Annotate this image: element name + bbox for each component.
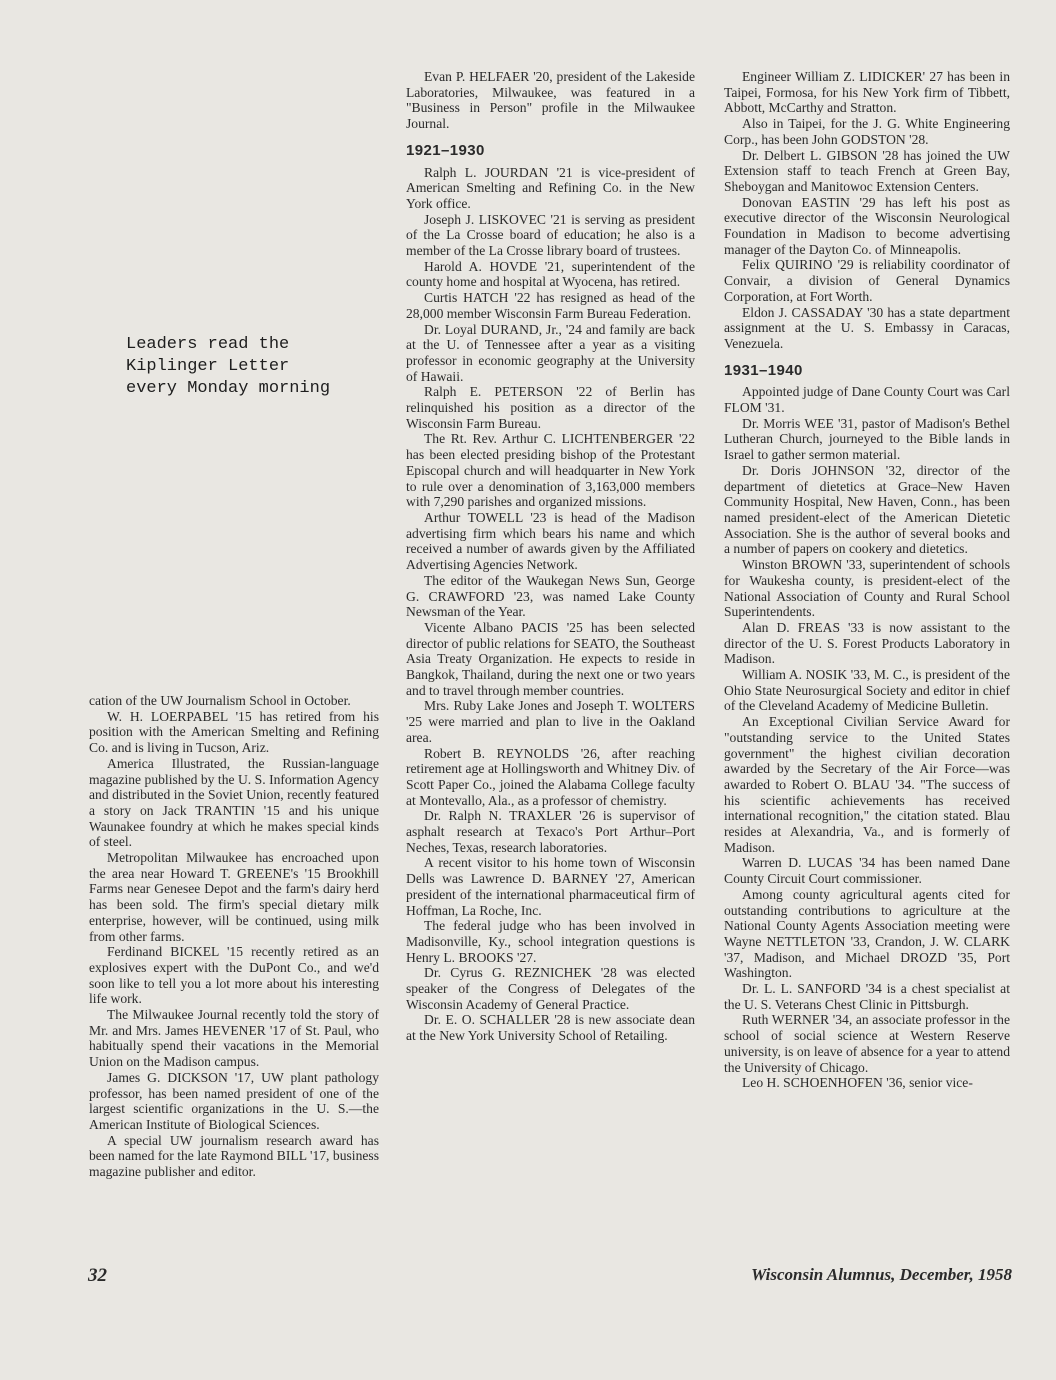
paragraph: Dr. Cyrus G. REZNICHEK '28 was elected speaker of the Congress of Delegates of the Wisconsin Academy of General Practice. (406, 965, 695, 1012)
ad-line-3: every Monday morning (126, 379, 331, 398)
paragraph: Vicente Albano PACIS '25 has been selected director of public relations for SEATO, the Southeast Asia Treaty Organization. He expects to reside in Bangkok, Thailand, during the next one or two years and to travel through member countries. (406, 619, 695, 698)
paragraph: Ferdinand BICKEL '15 recently retired as an explosives expert with the DuPont Co., and we'd soon like to tell you a lot more about his interesting life work. (89, 944, 379, 1007)
paragraph: Dr. Ralph N. TRAXLER '26 is supervisor of asphalt research at Texaco's Port Arthur–Port Neches, Texas, research laboratories. (406, 808, 695, 855)
paragraph: James G. DICKSON '17, UW plant pathology professor, has been named president of one of the largest scientific organizations in the U. S.—the American Institute of Biological Sciences. (89, 1069, 379, 1132)
paragraph: Joseph J. LISKOVEC '21 is serving as president of the La Crosse board of education; he also is a member of the La Crosse library board of trustees. (406, 211, 695, 259)
paragraph: The Rt. Rev. Arthur C. LICHTENBERGER '22 has been elected presiding bishop of the Protestant Episcopal church and will headquarter in New York to rule over a denomination of 3,163,000 members with 7,290 parishes and organized missions. (406, 431, 695, 510)
paragraph: Warren D. LUCAS '34 has been named Dane County Circuit Court commissioner. (724, 855, 1010, 887)
paragraph: William A. NOSIK '33, M. C., is president of the Ohio State Neurosurgical Society and editor in chief of the Cleveland Academy of Medicine Bulletin. (724, 667, 1010, 714)
paragraph: Dr. Delbert L. GIBSON '28 has joined the UW Extension staff to teach French at Green Bay, Sheboygan and Manitowoc Extension Centers. (724, 147, 1010, 194)
paragraph: cation of the UW Journalism School in October. (89, 693, 351, 708)
paragraph: The Milwaukee Journal recently told the story of Mr. and Mrs. James HEVENER '17 of St. Paul, who habitually spend their vacations in the Memorial Union on the Madison campus. (89, 1007, 379, 1070)
paragraph: America Illustrated, the Russian-language magazine published by the U. S. Information Agency and distributed in the Soviet Union, recently featured a story on Jack TRANTIN '15 and his unique Waunakee foundry at which he makes special kinds of steel. (89, 755, 379, 850)
section-heading-1921-1930: 1921–1930 (406, 141, 485, 159)
paragraph: Also in Taipei, for the J. G. White Engineering Corp., has been John GODSTON '28. (724, 116, 1010, 147)
paragraph: Eldon J. CASSADAY '30 has a state department assignment at the U. S. Embassy in Caracas, Venezuela. (724, 304, 1010, 351)
column-left (89, 693, 379, 1180)
paragraph: Winston BROWN '33, superintendent of schools for Waukesha county, is president-elect of the National Association of County and Rural School Superintendents. (724, 557, 1010, 620)
paragraph: Alan D. FREAS '33 is now assistant to the director of the U. S. Forest Products Laboratory in Madison. (724, 619, 1010, 667)
paragraph: An Exceptional Civilian Service Award for "outstanding service to the United States government" the highest civilian decoration awarded by the Secretary of the Air Force—was awarded to Robert O. BLAU '34. "The success of his scientific achievements has received international recognition," the citation stated. Blau resides at Alexandria, Va., and is formerly of Madison. (724, 714, 1010, 855)
paragraph: Dr. E. O. SCHALLER '28 is new associate dean at the New York University School of Retailing. (406, 1012, 695, 1044)
paragraph: Felix QUIRINO '29 is reliability coordinator of Convair, a division of General Dynamics Corporation, at Fort Worth. (724, 257, 1010, 304)
paragraph: The editor of the Waukegan News Sun, George G. CRAWFORD '23, was named Lake County Newsman of the Year. (406, 572, 695, 620)
paragraph: A special UW journalism research award has been named for the late Raymond BILL '17, business magazine publisher and editor. (89, 1132, 379, 1180)
paragraph: Arthur TOWELL '23 is head of the Madison advertising firm which bears his name and which received a number of awards given by the Affiliated Advertising Agencies Network. (406, 509, 695, 573)
paragraph: Harold A. HOVDE '21, superintendent of the county home and hospital at Wyocena, has retired. (406, 258, 695, 290)
paragraph: Metropolitan Milwaukee has encroached upon the area near Howard T. GREENE's '15 Brookhill Farms near Genesee Depot and the farm's dairy herd has been sold. The firm's special dietary milk enterprise, however, will be continued, using milk from other farms. (89, 850, 379, 944)
paragraph: Curtis HATCH '22 has resigned as head of the 28,000 member Wisconsin Farm Bureau Federation. (406, 290, 695, 321)
paragraph: Dr. Morris WEE '31, pastor of Madison's Bethel Lutheran Church, journeyed to the Bible lands in Israel to gather sermon material. (724, 415, 1010, 463)
paragraph: Ruth WERNER '34, an associate professor in the school of social science at Western Reserve university, is on leave of absence for a year to attend the University of Chicago. (724, 1012, 1010, 1075)
paragraph: Dr. L. L. SANFORD '34 is a chest specialist at the U. S. Veterans Chest Clinic in Pittsburgh. (724, 981, 1010, 1012)
paragraph: Appointed judge of Dane County Court was Carl FLOM '31. (724, 384, 1010, 416)
paragraph: Dr. Doris JOHNSON '32, director of the department of dietetics at Grace–New Haven Community Hospital, New Haven, Conn., has been named president-elect of the American Dietetic Association. She is the author of several books and a number of papers on cookery and dietetics. (724, 462, 1010, 557)
paragraph: The federal judge who has been involved in Madisonville, Ky., school integration questions is Henry L. BROOKS '27. (406, 918, 695, 965)
paragraph: A recent visitor to his home town of Wisconsin Dells was Lawrence D. BARNEY '27, American president of the international pharmaceutical firm of Hoffman, La Roche, Inc. (406, 855, 695, 918)
paragraph: Leo H. SCHOENHOFEN '36, senior vice- (742, 1075, 973, 1091)
paragraph: Donovan EASTIN '29 has left his post as executive director of the Wisconsin Neurological Foundation in Madison to become advertising manager of the Dayton Co. of Minneapolis. (724, 194, 1010, 257)
section-heading-1931-1940: 1931–1940 (724, 361, 803, 379)
paragraph: Ralph L. JOURDAN '21 is vice-president of American Smelting and Refining Co. in the New York office. (406, 164, 695, 211)
kiplinger-ad (126, 334, 376, 400)
page-number: 32 (88, 1265, 107, 1286)
column-middle (406, 69, 695, 1044)
paragraph: Among county agricultural agents cited for outstanding contributions to agriculture at the National County Agents Association meeting were Wayne NETTLETON '33, Crandon, J. W. CLARK '37, Madison, and Michael DROZD '35, Port Washington. (724, 886, 1010, 981)
paragraph: Robert B. REYNOLDS '26, after reaching retirement age at Hollingsworth and Whitney Div. of Scott Paper Co., joined the Alabama College faculty at Montevallo, Ala., as a professor of chemistry. (406, 745, 695, 808)
publication-footer: Wisconsin Alumnus, December, 1958 (751, 1265, 1012, 1284)
paragraph: Mrs. Ruby Lake Jones and Joseph T. WOLTERS '25 were married and plan to live in the Oakland area. (406, 698, 695, 745)
paragraph: Evan P. HELFAER '20, president of the Lakeside Laboratories, Milwaukee, was featured in a "Business in Person" profile in the Milwaukee Journal. (406, 69, 695, 132)
paragraph: Dr. Loyal DURAND, Jr., '24 and family are back at the U. of Tennessee after a year as a visiting professor in economic geography at the University of Hawaii. (406, 321, 695, 384)
paragraph: Engineer William Z. LIDICKER' 27 has been in Taipei, Formosa, for his New York firm of Tibbett, Abbott, McCarthy and Stratton. (724, 69, 1010, 116)
paragraph: Ralph E. PETERSON '22 of Berlin has relinquished his position as a director of the Wisconsin Farm Bureau. (406, 384, 695, 431)
paragraph: W. H. LOERPABEL '15 has retired from his position with the American Smelting and Refining Co. and is living in Tucson, Ariz. (89, 708, 379, 756)
ad-line-1: Leaders read the (126, 335, 290, 354)
ad-line-2: Kiplinger Letter (126, 357, 290, 376)
column-right (724, 69, 1010, 1091)
